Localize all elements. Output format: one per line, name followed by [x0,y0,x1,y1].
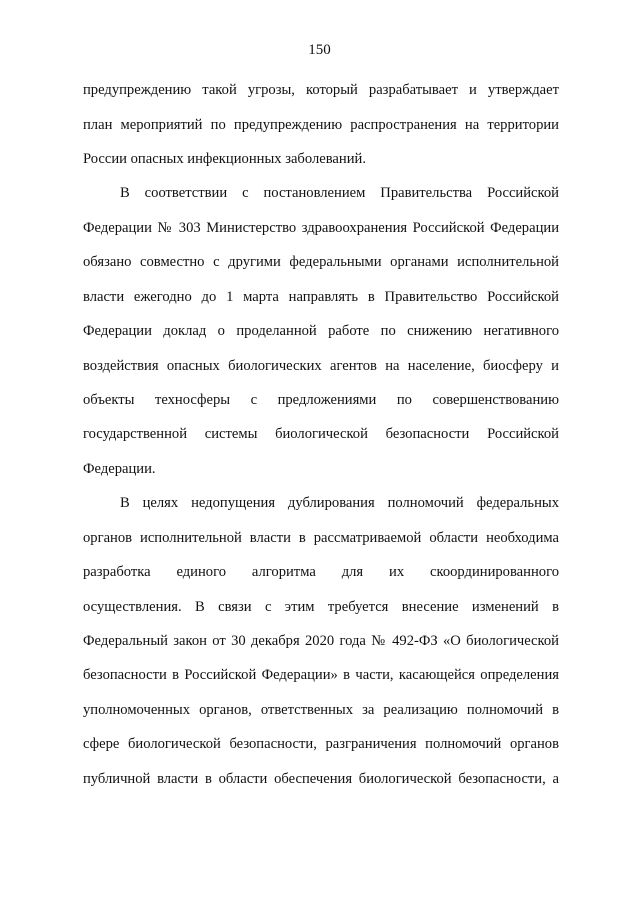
paragraph-2-line-7: объекты техносферы с предложениями по совершенствованию [83,392,559,408]
paragraph-2-line-5: Федерации доклад о проделанной работе по снижению негативного [83,323,559,339]
page-number: 150 [308,42,331,58]
paragraph-3-line-2: органов исполнительной власти в рассматриваемой области необходима [83,530,559,546]
paragraph-1-line-3: России опасных инфекционных заболеваний. [83,151,366,167]
paragraph-3-line-3: разработка единого алгоритма для их скоординированного [83,564,559,580]
paragraph-2-line-6: воздействия опасных биологических агентов на население, биосферу и [83,358,559,374]
paragraph-3-line-5: Федеральный закон от 30 декабря 2020 года № 492-ФЗ «О биологической [83,633,559,649]
paragraph-2-line-9: Федерации. [83,461,156,477]
paragraph-3-line-7: уполномоченных органов, ответственных за реализацию полномочий в [83,702,559,718]
paragraph-2-line-2: Федерации № 303 Министерство здравоохранения Российской Федерации [83,220,559,236]
paragraph-3-line-1: В целях недопущения дублирования полномочий федеральных [120,495,559,511]
paragraph-1-line-2: план мероприятий по предупреждению распространения на территории [83,117,559,133]
paragraph-3-line-9: публичной власти в области обеспечения биологической безопасности, а [83,771,559,787]
paragraph-2-line-4: власти ежегодно до 1 марта направлять в Правительство Российской [83,289,559,305]
paragraph-2-line-8: государственной системы биологической безопасности Российской [83,426,559,442]
paragraph-3-line-4: осуществления. В связи с этим требуется внесение изменений в [83,599,559,615]
paragraph-2-line-1: В соответствии с постановлением Правительства Российской [120,185,559,201]
paragraph-2-line-3: обязано совместно с другими федеральными органами исполнительной [83,254,559,270]
paragraph-3-line-6: безопасности в Российской Федерации» в части, касающейся определения [83,667,559,683]
paragraph-1-line-1: предупреждению такой угрозы, который разрабатывает и утверждает [83,82,559,98]
paragraph-3-line-8: сфере биологической безопасности, разграничения полномочий органов [83,736,559,752]
